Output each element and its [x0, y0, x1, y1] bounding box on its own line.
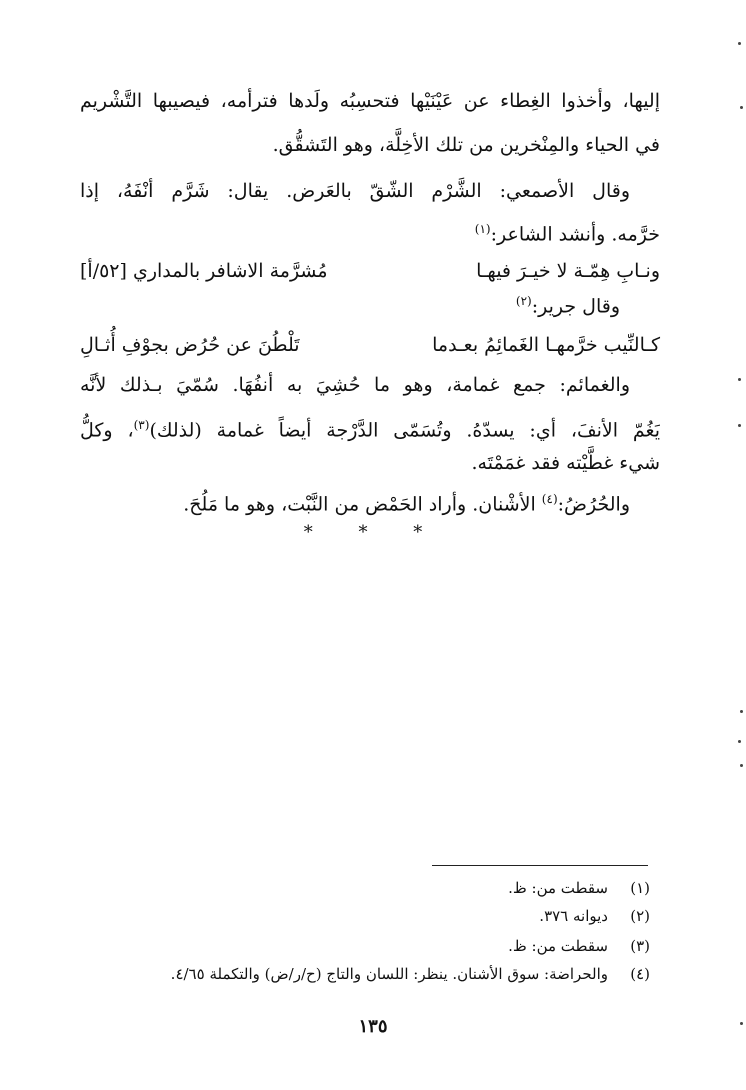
footnote-divider	[432, 865, 648, 866]
text-line-6	[80, 282, 620, 325]
text-line-4-content: خرَّمه. وأنشد الشاعر:	[490, 223, 660, 246]
text-line-8-content: والغمائم: جمع غمامة، وهو ما حُشِيَ به أنفُهَا. سُمّيَ بـذلك لأنَّه	[80, 374, 630, 396]
verse-2-hemistich-2: تَلْطُنَ عن حُرُض بجوْفِ أُثـالِ	[80, 334, 300, 356]
text-line-9	[80, 406, 660, 449]
footnote-ref-4: (٤)	[541, 492, 558, 506]
text-line-11-content: والحُرُضُ:	[557, 493, 630, 516]
text-line-8	[80, 366, 660, 404]
scan-speck	[738, 42, 741, 45]
text-line-3	[80, 172, 660, 210]
footnote-2-number: (٢)	[630, 907, 650, 925]
text-line-6-content: وقال جرير:	[531, 295, 620, 318]
footnote-1-number: (١)	[630, 879, 650, 897]
scan-speck	[738, 378, 741, 381]
footnote-2-text: ديوانه ٣٧٦.	[539, 907, 608, 925]
verse-2-hemistich-1: كـالنِّيب خرَّمهـا الغَمائِمُ بعـدما	[432, 334, 660, 356]
scan-speck	[738, 740, 741, 743]
text-line-11	[80, 480, 660, 523]
footnote-4-number: (٤)	[630, 965, 650, 983]
footnote-ref-2: (٢)	[515, 294, 532, 308]
footnote-3	[100, 934, 650, 958]
text-line-11-tail: الأشْنان. وأراد الحَمْض من النَّبْت، وهو ما مَلُحَ.	[183, 493, 542, 516]
text-line-3-content: وقال الأصمعي: الشَّرْم الشّقّ بالعَرض. يقال: شَرَّم أنْفَهُ، إذا	[80, 180, 630, 202]
footnote-4	[100, 962, 650, 986]
footnote-ref-1: (١)	[474, 222, 491, 236]
page-number: ١٣٥	[358, 1016, 388, 1037]
verse-1-hemistich-2: مُشرَّمة الاشافر بالمداري [٥٢/أ]	[80, 260, 328, 282]
text-line-1	[80, 82, 660, 120]
scan-speck	[740, 106, 743, 109]
text-line-10	[80, 444, 660, 482]
text-line-10-content: شيء غطَّيْته فقد غمَمْتَه.	[471, 452, 660, 474]
text-line-2-content: في الحياء والمِنْخرين من تلك الأخِلَّة، وهو التَشقُّق.	[272, 134, 660, 156]
text-line-4	[80, 210, 660, 253]
footnote-3-text: سقطت من: ظ.	[508, 937, 608, 955]
verse-1-hemistich-1: ونـابِ هِمّـة لا خيـرَ فيهـا	[476, 260, 660, 282]
footnote-1	[100, 876, 650, 900]
text-line-9-content: يَغُمّ الأنفَ، أي: يسدّهُ. وتُسَمّى الدَّرْجة أيضاً غمامة (لذلك)	[149, 419, 660, 442]
footnote-3-number: (٣)	[630, 937, 650, 955]
scan-speck	[740, 710, 743, 713]
text-line-9-tail: ، وكلُّ	[80, 419, 134, 442]
verse-2	[80, 326, 660, 364]
scan-speck	[738, 424, 741, 427]
footnote-1-text: سقطت من: ظ.	[508, 879, 608, 897]
footnote-2	[100, 904, 650, 928]
text-line-1-content: إليها، وأخذوا الغِطاء عن عَيْنَيْها فتحسِبُه ولَدها فترأمه، فيصيبها التَّشْريم	[80, 90, 660, 112]
text-line-2	[80, 126, 660, 164]
section-separator: * * *	[303, 522, 443, 543]
scan-speck	[740, 764, 743, 767]
footnote-ref-3: (٣)	[133, 418, 150, 432]
scan-speck	[740, 1022, 743, 1025]
footnote-4-text: والحراضة: سوق الأشنان. ينظر: اللسان والتاج (ح/ر/ض) والتكملة ٤/٦٥.	[170, 965, 608, 983]
